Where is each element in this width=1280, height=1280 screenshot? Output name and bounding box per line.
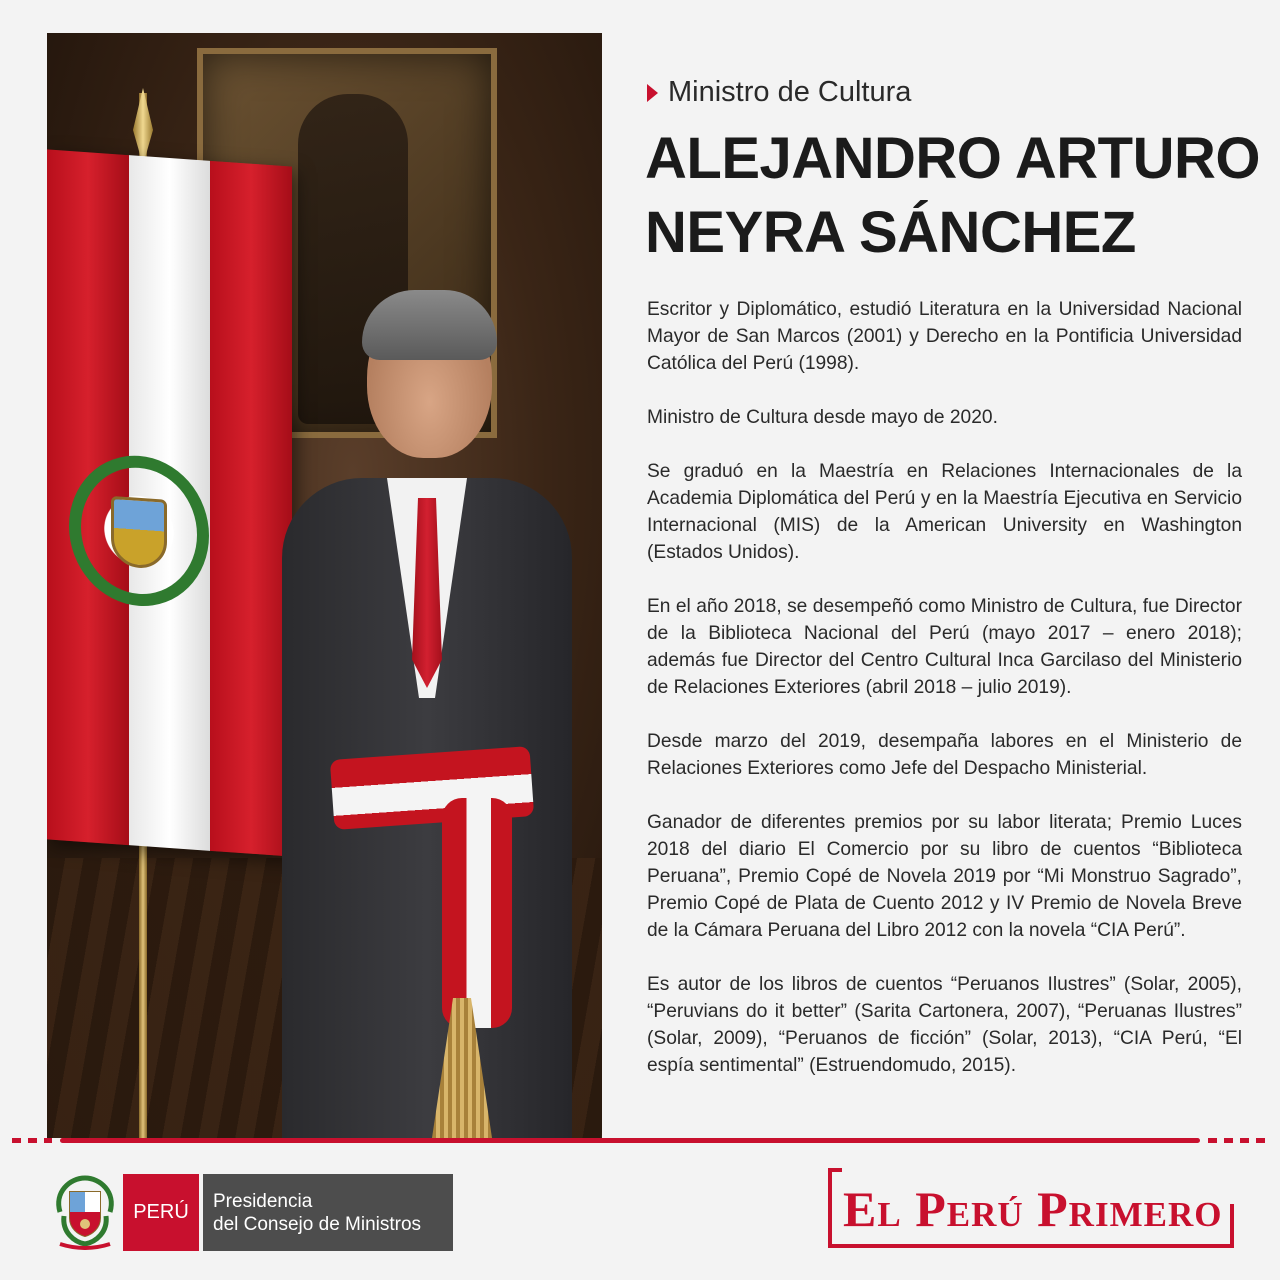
bio-paragraph: En el año 2018, se desempeñó como Ministro de Cultura, fue Director de la Biblioteca Nacional del Perú (mayo 2017 – enero 2018); además fue Director del Centro Cultural Inca Garcilaso del Ministerio de Relaciones Exteriores (abril 2018 – julio 2019). <box>647 596 1242 698</box>
minister-name <box>645 122 1265 270</box>
peru-label-box <box>123 1174 199 1251</box>
bio-paragraph: Es autor de los libros de cuentos “Peruanos Ilustres” (Solar, 2005), “Peruvians do it better” (Sarita Cartonera, 2007), “Peruanas Ilustres” (Solar, 2009), “Peruanos de ficción” (Solar, 2013), “CIA Perú, “El espía sentimental” (Estruendomudo, 2015). <box>647 974 1242 1076</box>
bio-paragraph: Se graduó en la Maestría en Relaciones Internacionales de la Academia Diplomática del Perú y en la Maestría Ejecutiva en Servicio Internacional (MIS) de la American University en Washington (Estados Unidos). <box>647 461 1242 563</box>
pcm-label-box <box>203 1174 453 1251</box>
peru-flag <box>47 149 292 856</box>
bio-paragraph: Ganador de diferentes premios por su labor literata; Premio Luces 2018 del diario El Comercio por su libro de cuentos “Biblioteca Peruana”, Premio Copé de Novela 2019 por “Mi Monstruo Sagrado”, Premio Copé de Plata de Cuento 2012 y IV Premio de Novela Breve de la Cámara Peruana del Libro 2012 con la novela “CIA Perú”. <box>647 812 1242 941</box>
pcm-line-2: del Consejo de Ministros <box>213 1213 422 1235</box>
role-heading <box>647 76 911 109</box>
peru-coat-of-arms-icon <box>52 1172 118 1250</box>
flag-stripe-red <box>210 161 292 857</box>
minister-figure <box>282 298 572 1138</box>
bio-paragraph: Escritor y Diplomático, estudió Literatura en la Universidad Nacional Mayor de San Marcos (2001) y Derecho en la Pontificia Universidad Católica del Perú (1998). <box>647 299 1242 374</box>
flag-stripe-white <box>129 155 211 851</box>
divider-line <box>60 1138 1200 1143</box>
minister-portrait <box>47 33 602 1138</box>
bio-paragraph: Ministro de Cultura desde mayo de 2020. <box>647 407 998 428</box>
biography <box>647 296 1242 1106</box>
peru-label: PERÚ <box>133 1201 189 1223</box>
pcm-line-1: Presidencia <box>213 1190 313 1212</box>
footer-divider <box>0 1136 1280 1144</box>
sash-tail <box>442 798 512 1028</box>
divider-dashes-right <box>1208 1138 1268 1143</box>
bio-paragraph: Desde marzo del 2019, desempaña labores en el Ministerio de Relaciones Exteriores como Jefe del Despacho Ministerial. <box>647 731 1242 779</box>
hair <box>362 290 497 360</box>
triangle-right-icon <box>647 84 658 102</box>
name-line-1: ALEJANDRO ARTURO <box>645 126 1260 191</box>
flag-shield <box>111 496 167 570</box>
flag-pole-tip <box>133 88 153 158</box>
divider-dashes-left <box>12 1138 52 1143</box>
role-text: Ministro de Cultura <box>668 76 912 108</box>
motto-text: El Perú Primero <box>843 1181 1223 1237</box>
name-line-2: NEYRA SÁNCHEZ <box>645 200 1136 265</box>
